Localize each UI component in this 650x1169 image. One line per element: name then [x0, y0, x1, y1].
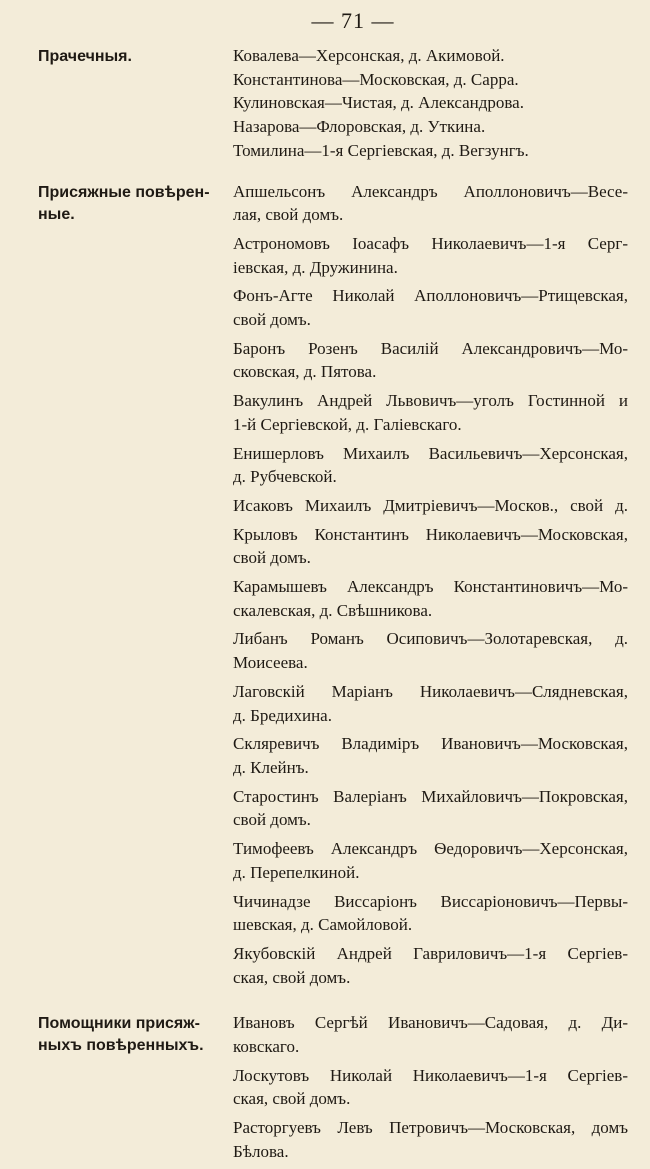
section-spacer — [38, 163, 628, 180]
entry-line: сковская, д. Пятова. — [233, 362, 377, 382]
entry-line: свой домъ. — [233, 810, 311, 830]
heading-line: ные. — [38, 205, 75, 223]
section-assistant-attorneys — [38, 1011, 628, 1168]
list-item — [233, 494, 628, 518]
entry-line: Бѣлова. — [233, 1141, 289, 1161]
entry-line: Карамышевъ Александръ Константиновичъ—Мо- — [233, 577, 628, 597]
list-item — [233, 232, 628, 279]
list-item — [233, 389, 628, 436]
entry-line: Моисеева. — [233, 653, 308, 673]
entry-line: д. Клейнъ. — [233, 757, 309, 777]
section-sworn-attorneys — [38, 180, 628, 995]
entry-line: Исаковъ Михаилъ Дмитріевичъ—Москов., свой д. — [233, 495, 628, 515]
page-number: — 71 — — [311, 8, 395, 33]
entry-line: скалевская, д. Свѣшникова. — [233, 600, 433, 620]
entry-line: Крыловъ Константинъ Николаевичъ—Московская, — [233, 524, 628, 544]
heading-line: Прачечныя. — [38, 48, 132, 65]
section-heading — [38, 180, 233, 226]
section-spacer — [38, 994, 628, 1011]
list-item — [233, 68, 628, 92]
heading-line: ныхъ повѣренныхъ. — [38, 1037, 204, 1055]
entry-line: Астрономовъ Іоасафъ Николаевичъ—1-я Серг- — [233, 233, 628, 253]
entry-line: д. Бредихина. — [233, 705, 332, 725]
list-item — [233, 91, 628, 115]
list-item — [233, 627, 628, 674]
list-item — [233, 890, 628, 937]
section-heading — [38, 1011, 233, 1057]
entry-line: ская, свой домъ. — [233, 967, 351, 987]
list-item — [233, 523, 628, 570]
entry-line: ковскаго. — [233, 1037, 300, 1057]
entry-line: Чичинадзе Виссаріонъ Виссаріоновичъ—Первы- — [233, 891, 628, 911]
entry-line: Лаговскій Маріанъ Николаевичъ—Слядневская, — [233, 681, 628, 701]
entry-line: Енишерловъ Михаилъ Васильевичъ—Херсонская, — [233, 443, 628, 463]
list-item — [233, 284, 628, 331]
list-item — [233, 732, 628, 779]
entry-line: свой домъ. — [233, 310, 311, 330]
entry-line: шевская, д. Самойловой. — [233, 915, 413, 935]
entry-line: Лоскутовъ Николай Николаевичъ—1-я Сергіев- — [233, 1065, 628, 1085]
entry-line: 1-й Сергіевской, д. Галіевскаго. — [233, 414, 462, 434]
entry-line: Фонъ-Агте Николай Аполлоновичъ—Ртищевская, — [233, 286, 628, 306]
list-item — [233, 44, 628, 68]
entry-line: Баронъ Розенъ Василій Александровичъ—Мо- — [233, 338, 628, 358]
list-item — [233, 139, 628, 163]
entry-line: ская, свой домъ. — [233, 1089, 351, 1109]
entry-line: Тимофеевъ Александръ Ѳедоровичъ—Херсонская, — [233, 839, 628, 859]
entry-line: Кулиновская—Чистая, д. Александрова. — [233, 93, 524, 113]
list-item — [233, 837, 628, 884]
entry-list — [233, 44, 628, 163]
section-heading — [38, 44, 233, 68]
entry-line: Константинова—Московская, д. Сарра. — [233, 69, 519, 89]
entry-line: Вакулинъ Андрей Львовичъ—уголъ Гостинной и — [233, 391, 628, 411]
list-item — [233, 1064, 628, 1111]
list-item — [233, 1011, 628, 1058]
entry-line: Томилина—1-я Сергіевская, д. Вегзунгъ. — [233, 140, 529, 160]
entry-line: свой домъ. — [233, 548, 311, 568]
entry-line: лая, свой домъ. — [233, 205, 344, 225]
entry-list — [233, 180, 628, 995]
entry-line: Якубовскій Андрей Гавриловичъ—1-я Сергіев- — [233, 943, 628, 963]
entry-line: д. Перепелкиной. — [233, 862, 360, 882]
entry-line: Расторгуевъ Левъ Петровичъ—Московская, домъ — [233, 1118, 628, 1138]
entry-line: Назарова—Флоровская, д. Уткина. — [233, 117, 486, 137]
entry-line: Ковалева—Херсонская, д. Акимовой. — [233, 46, 505, 65]
list-item — [233, 180, 628, 227]
list-item — [233, 442, 628, 489]
list-item — [233, 680, 628, 727]
entry-line: Либанъ Романъ Осиповичъ—Золотаревская, д. — [233, 629, 628, 649]
list-item — [233, 942, 628, 989]
entry-line: іевская, д. Дружинина. — [233, 257, 398, 277]
entry-list — [233, 1011, 628, 1168]
list-item — [233, 785, 628, 832]
section-laundries — [38, 44, 628, 163]
heading-line: Присяжные повѣрен- — [38, 183, 210, 201]
entry-line: Скляревичъ Владиміръ Ивановичъ—Московская, — [233, 734, 628, 754]
entry-line: Старостинъ Валеріанъ Михайловичъ—Покровская, — [233, 786, 628, 806]
entry-line: Апшельсонъ Александръ Аполлоновичъ—Весе- — [233, 181, 628, 201]
entry-line: Ивановъ Сергѣй Ивановичъ—Садовая, д. Ди- — [233, 1013, 628, 1033]
entry-line: д. Рубчевской. — [233, 467, 337, 487]
list-item — [233, 1116, 628, 1163]
heading-line: Помощники присяж- — [38, 1015, 200, 1033]
list-item — [233, 575, 628, 622]
list-item — [233, 337, 628, 384]
list-item — [233, 115, 628, 139]
